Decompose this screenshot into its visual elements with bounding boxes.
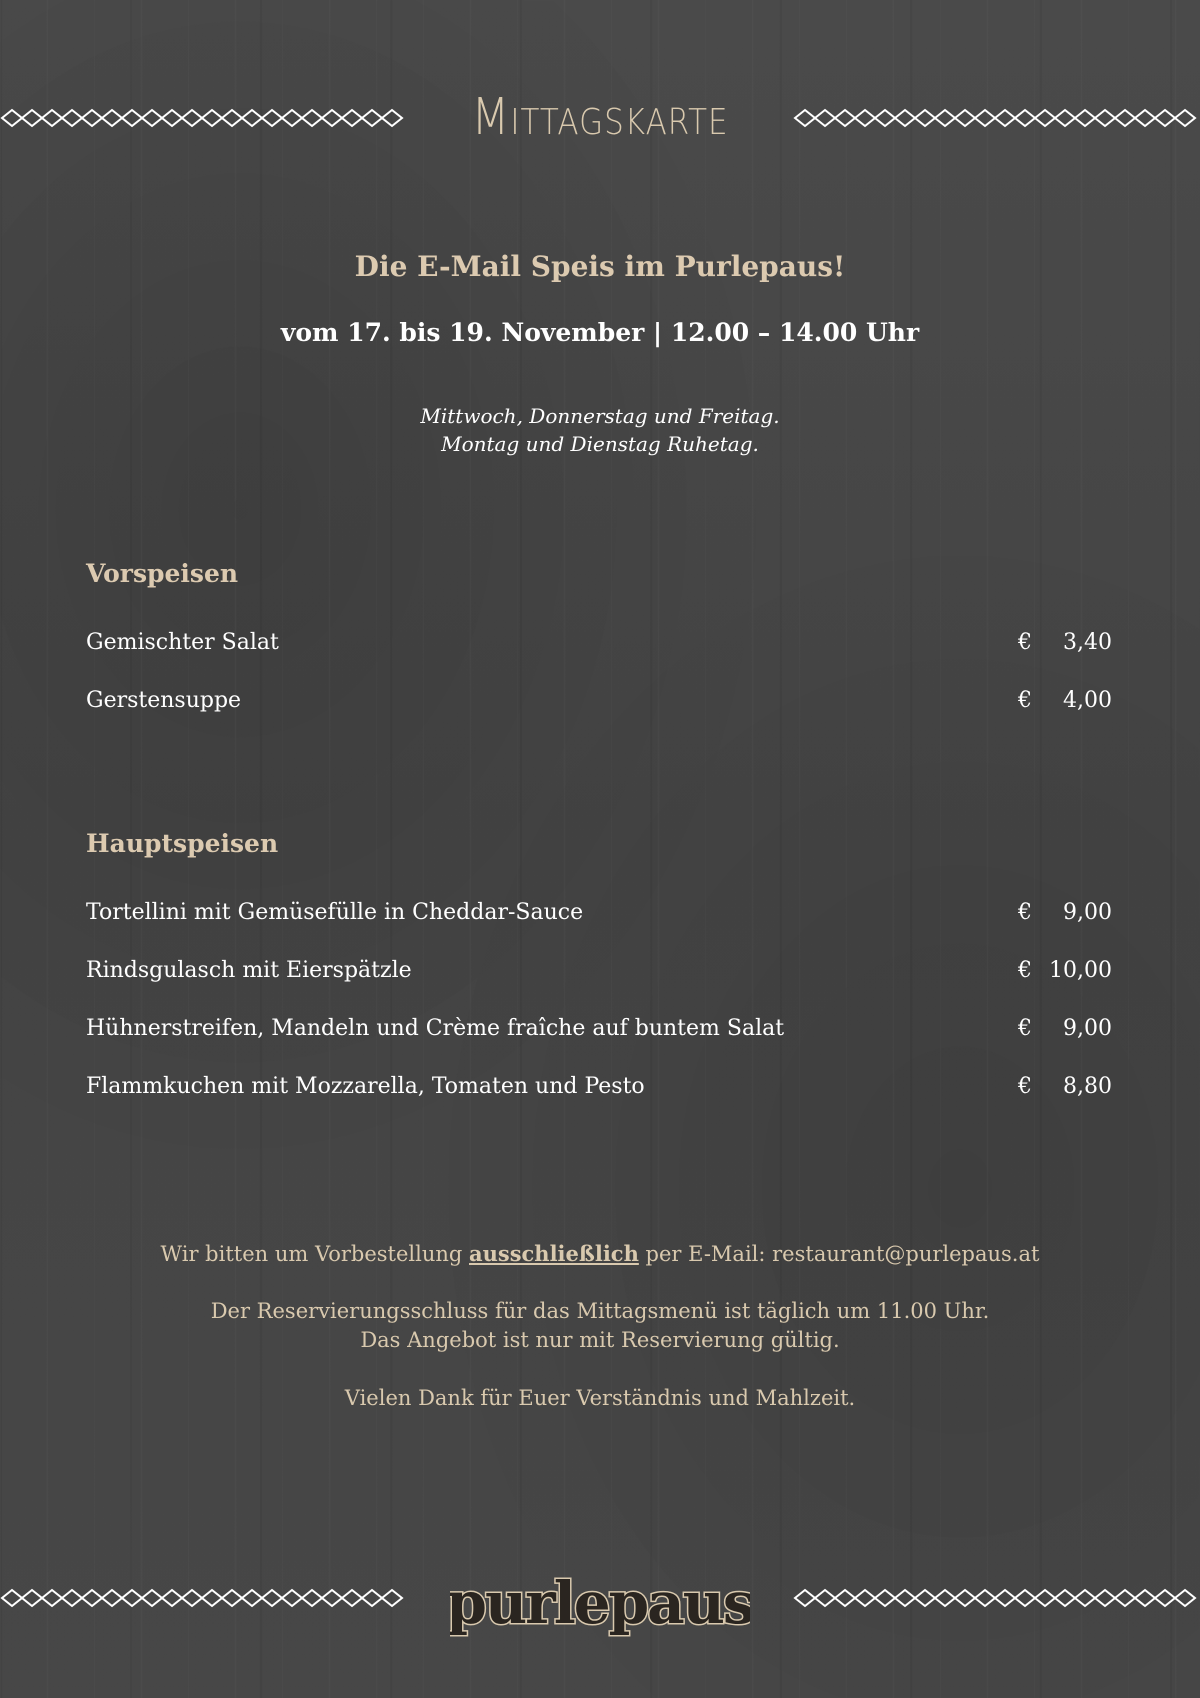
dish-name: Gemischter Salat (86, 630, 279, 655)
border-diamond (1135, 1590, 1155, 1606)
border-diamond (1035, 1590, 1055, 1606)
border-diamond (202, 1590, 222, 1606)
border-diamond (1075, 1590, 1095, 1606)
diamond-border-left (0, 1586, 410, 1610)
purlepaus-logo (450, 1555, 750, 1655)
border-diamond (1095, 1590, 1115, 1606)
thanks-note: Vielen Dank für Euer Verständnis und Mahlzeit. (344, 1386, 856, 1410)
border-diamond (302, 1590, 322, 1606)
dish-name: Flammkuchen mit Mozzarella, Tomaten und Pesto (86, 1074, 645, 1099)
dish-price: 10,00 (1049, 958, 1112, 983)
deadline-note (0, 1297, 1200, 1355)
border-diamond (1155, 1590, 1175, 1606)
section-title-vorspeisen: Vorspeisen (86, 559, 239, 588)
border-diamond (975, 1590, 995, 1606)
menu-item (86, 630, 1112, 662)
currency-symbol: € (1018, 1074, 1032, 1099)
border-diamond (815, 1590, 835, 1606)
border-diamond (262, 1590, 282, 1606)
dish-price: 9,00 (1063, 1016, 1112, 1041)
menu-item (86, 900, 1112, 932)
border-diamond (322, 1590, 342, 1606)
date-range: vom 17. bis 19. November | 12.00 – 14.00 Uhr (280, 318, 920, 347)
border-diamond (362, 1590, 382, 1606)
dish-price: 8,80 (1063, 1074, 1112, 1099)
order-note-emphasis: ausschließlich (469, 1241, 639, 1266)
dish-price: 4,00 (1063, 688, 1112, 713)
border-diamond (895, 1590, 915, 1606)
border-diamond (835, 1590, 855, 1606)
reservation-line: Das Angebot ist nur mit Reservierung gültig. (360, 1328, 840, 1352)
border-diamond (955, 1590, 975, 1606)
menu-item (86, 1016, 1112, 1048)
border-diamond (935, 1590, 955, 1606)
opening-days (0, 402, 1200, 458)
page-title: Mittagskarte (471, 88, 729, 147)
border-diamond (875, 1590, 895, 1606)
currency-symbol: € (1018, 900, 1032, 925)
menu-item (86, 688, 1112, 720)
border-diamond (855, 1590, 875, 1606)
border-diamond (1015, 1590, 1035, 1606)
headline: Die E-Mail Speis im Purlepaus! (354, 250, 846, 283)
rest-days-line: Montag und Dienstag Ruhetag. (441, 432, 759, 456)
border-diamond (182, 1590, 202, 1606)
border-diamond (122, 1590, 142, 1606)
dish-price: 9,00 (1063, 900, 1112, 925)
border-diamond (795, 1590, 815, 1606)
border-diamond (222, 1590, 242, 1606)
border-diamond (242, 1590, 262, 1606)
border-diamond (42, 1590, 62, 1606)
border-diamond (142, 1590, 162, 1606)
deadline-line: Der Reservierungsschluss für das Mittagsmenü ist täglich um 11.00 Uhr. (210, 1299, 990, 1323)
border-diamond (2, 1590, 22, 1606)
border-diamond (162, 1590, 182, 1606)
border-diamond (82, 1590, 102, 1606)
border-diamond (22, 1590, 42, 1606)
border-diamond (382, 1590, 402, 1606)
dish-name: Rindsgulasch mit Eierspätzle (86, 958, 412, 983)
dish-name: Gerstensuppe (86, 688, 242, 713)
border-diamond (995, 1590, 1015, 1606)
menu-item (86, 1074, 1112, 1106)
menu-item (86, 958, 1112, 990)
border-diamond (62, 1590, 82, 1606)
currency-symbol: € (1018, 958, 1032, 983)
border-diamond (1115, 1590, 1135, 1606)
dish-name: Tortellini mit Gemüsefülle in Cheddar-Sauce (86, 900, 584, 925)
border-diamond (102, 1590, 122, 1606)
logo-graphic (450, 1555, 750, 1655)
logo-wordmark: purlepaus (450, 1569, 750, 1637)
currency-symbol: € (1018, 688, 1032, 713)
section-title-hauptspeisen: Hauptspeisen (86, 829, 279, 858)
border-diamond (282, 1590, 302, 1606)
border-diamond (1055, 1590, 1075, 1606)
dish-name: Hühnerstreifen, Mandeln und Crème fraîche auf buntem Salat (86, 1016, 785, 1041)
dish-price: 3,40 (1063, 630, 1112, 655)
diamond-border-right (793, 1586, 1200, 1610)
currency-symbol: € (1018, 1016, 1032, 1041)
order-note-suffix: per E-Mail: restaurant@purlepaus.at (638, 1242, 1040, 1266)
order-note-prefix: Wir bitten um Vorbestellung (160, 1242, 469, 1266)
currency-symbol: € (1018, 630, 1032, 655)
border-diamond (915, 1590, 935, 1606)
order-note (0, 1239, 1200, 1269)
opening-days-line: Mittwoch, Donnerstag und Freitag. (420, 404, 780, 428)
border-diamond (1175, 1590, 1195, 1606)
border-diamond (342, 1590, 362, 1606)
